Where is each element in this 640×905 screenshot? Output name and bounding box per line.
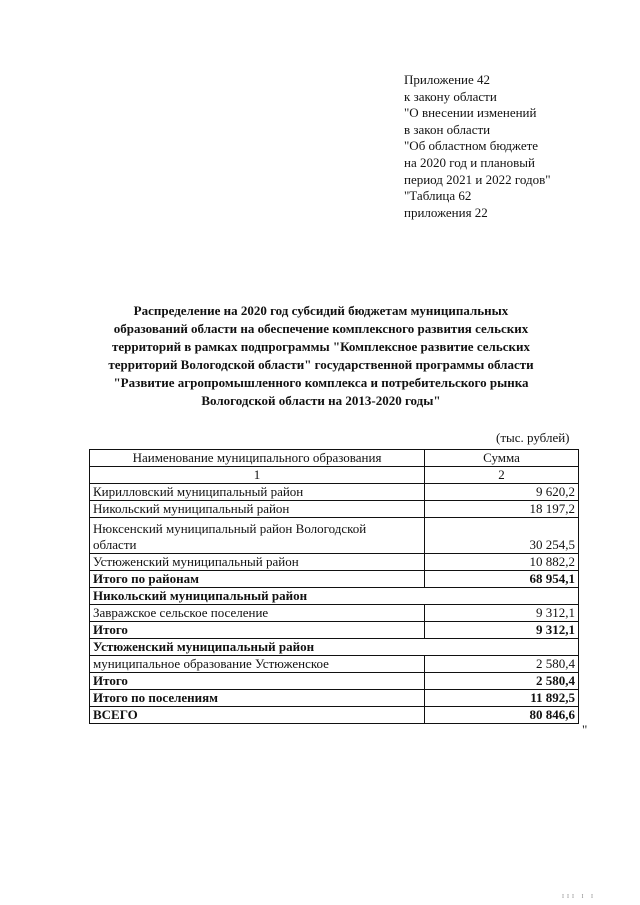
table-row [90, 605, 579, 622]
total-row [90, 707, 579, 724]
row-name: Никольский муниципальный район [90, 501, 425, 518]
appendix-line: период 2021 и 2022 годов" [404, 171, 551, 187]
title-line: территорий Вологодской области" государственной программы области [108, 357, 534, 372]
row-sum: 9 312,1 [425, 622, 579, 639]
group-header-row [90, 588, 579, 605]
row-sum: 10 882,2 [425, 554, 579, 571]
table-numbering-row [90, 467, 579, 484]
numbering-1: 1 [90, 467, 425, 484]
table-row [90, 656, 579, 673]
group-header-row [90, 639, 579, 656]
subtotal-row [90, 622, 579, 639]
document-title [96, 302, 546, 410]
row-sum: 9 312,1 [425, 605, 579, 622]
header-sum: Сумма [425, 450, 579, 467]
row-name: Итого [90, 673, 425, 690]
row-name: Итого по районам [90, 571, 425, 588]
row-sum: 9 620,2 [425, 484, 579, 501]
subsidy-table [89, 449, 579, 724]
row-sum: 2 580,4 [425, 656, 579, 673]
row-name: ВСЕГО [90, 707, 425, 724]
appendix-line: на 2020 год и плановый [404, 154, 535, 170]
row-name-line: области [93, 537, 137, 552]
subtotal-row [90, 571, 579, 588]
row-name-line: Нюксенский муниципальный район Вологодской [93, 521, 367, 536]
row-sum: 30 254,5 [425, 518, 579, 554]
header-name: Наименование муниципального образования [90, 450, 425, 467]
subtotal-row [90, 690, 579, 707]
appendix-line: к закону области [404, 88, 497, 104]
row-name: Кирилловский муниципальный район [90, 484, 425, 501]
appendix-line: в закон области [404, 121, 491, 137]
table-row [90, 554, 579, 571]
group-name: Никольский муниципальный район [90, 588, 579, 605]
row-name: Итого по поселениям [90, 690, 425, 707]
row-name: Устюженский муниципальный район [90, 554, 425, 571]
row-name: муниципальное образование Устюженское [90, 656, 425, 673]
appendix-line: "О внесении изменений [404, 105, 537, 121]
numbering-2: 2 [425, 467, 579, 484]
appendix-line: приложения 22 [404, 204, 488, 220]
row-name [90, 518, 425, 554]
appendix-line: Приложение 42 [404, 72, 491, 87]
row-sum: 11 892,5 [425, 690, 579, 707]
group-name: Устюженский муниципальный район [90, 639, 579, 656]
unit-label: (тыс. рублей) [496, 430, 570, 445]
row-name: Завражское сельское поселение [90, 605, 425, 622]
row-name: Итого [90, 622, 425, 639]
appendix-note [404, 72, 604, 221]
title-line: "Развитие агропромышленного комплекса и потребительского рынка [113, 375, 529, 390]
title-line: образований области на обеспечение комплексного развития сельских [113, 321, 529, 336]
closing-quote: " [582, 722, 588, 737]
subtotal-row [90, 673, 579, 690]
title-line: Вологодской области на 2013-2020 годы" [201, 393, 441, 408]
row-sum: 2 580,4 [425, 673, 579, 690]
table-row [90, 484, 579, 501]
row-sum: 68 954,1 [425, 571, 579, 588]
row-sum: 80 846,6 [425, 707, 579, 724]
appendix-line: "Об областном бюджете [404, 138, 539, 154]
table-header-row [90, 450, 579, 467]
appendix-line: "Таблица 62 [404, 188, 472, 204]
table-row [90, 501, 579, 518]
title-line: территорий в рамках подпрограммы "Комплексное развитие сельских [112, 339, 530, 354]
title-line: Распределение на 2020 год субсидий бюджетам муниципальных [133, 303, 509, 318]
row-sum: 18 197,2 [425, 501, 579, 518]
scan-mark: III I I [562, 894, 596, 900]
table-row [90, 518, 579, 554]
